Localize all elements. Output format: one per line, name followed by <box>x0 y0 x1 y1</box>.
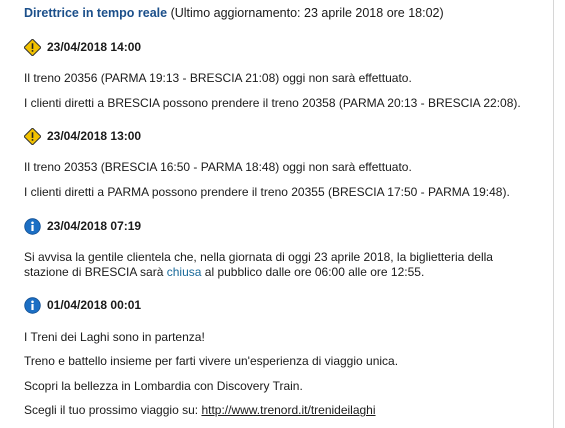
notice-link-line <box>24 403 376 417</box>
notice-text: Scopri la bellezza in Lombardia con Discovery Train. <box>24 379 303 393</box>
notice-text: I clienti diretti a BRESCIA possono prendere il treno 20358 (PARMA 20:13 - BRESCIA 22:08). <box>24 96 521 110</box>
notice-text: Il treno 20356 (PARMA 19:13 - BRESCIA 21:08) oggi non sarà effettuato. <box>24 71 412 85</box>
notice-text: Treno e battello insieme per farti vivere un'esperienza di viaggio unica. <box>24 354 399 368</box>
notice-text: I clienti diretti a PARMA possono prendere il treno 20355 (BRESCIA 17:50 - PARMA 19:48). <box>24 185 510 199</box>
warning-icon <box>24 39 41 56</box>
notice-text-part: Si avvisa la gentile clientela che, nella giornata di oggi 23 aprile 2018, la biglietteria della stazione di BRESCIA sarà <box>24 250 493 279</box>
notice-text <box>24 250 534 280</box>
notice-datetime: 23/04/2018 07:19 <box>47 219 142 233</box>
last-updated: (Ultimo aggiornamento: 23 aprile 2018 ore 18:02) <box>170 6 444 20</box>
notice-text: I Treni dei Laghi sono in partenza! <box>24 330 205 344</box>
right-divider <box>553 0 554 428</box>
trenideilaghi-link[interactable]: http://www.trenord.it/trenideilaghi <box>201 403 376 417</box>
highlight-text: chiusa <box>166 265 202 279</box>
warning-icon <box>24 128 41 145</box>
notice-text-part: Scegli il tuo prossimo viaggio su: <box>24 403 199 417</box>
notice-text: Il treno 20353 (BRESCIA 16:50 - PARMA 18:48) oggi non sarà effettuato. <box>24 160 412 174</box>
page-header <box>24 6 444 20</box>
notice-datetime: 23/04/2018 14:00 <box>47 40 142 54</box>
notice-header <box>24 38 141 56</box>
notice-datetime: 23/04/2018 13:00 <box>47 129 142 143</box>
info-icon <box>24 297 41 314</box>
notice-header <box>24 127 141 145</box>
notice-datetime: 01/04/2018 00:01 <box>47 298 142 312</box>
info-icon <box>24 218 41 235</box>
notice-header <box>24 296 141 314</box>
notice-text-part: al pubblico dalle ore 06:00 alle ore 12:55. <box>204 265 425 279</box>
page-title: Direttrice in tempo reale <box>24 6 168 20</box>
notice-header <box>24 217 141 235</box>
